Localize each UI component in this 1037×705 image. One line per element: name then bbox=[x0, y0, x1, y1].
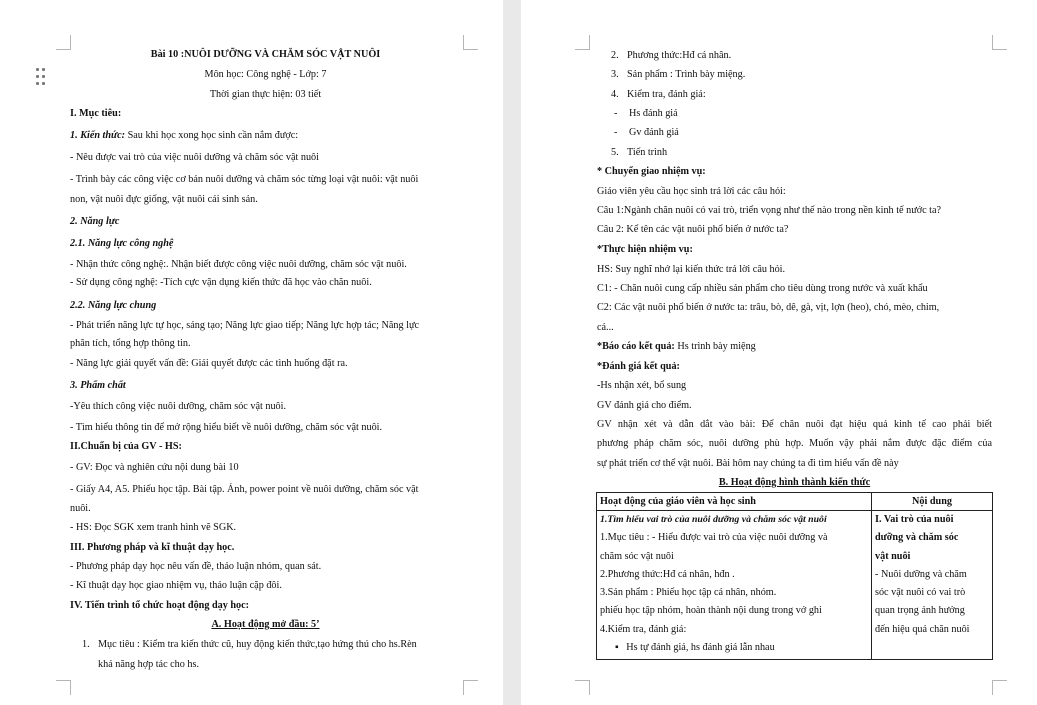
cell-line: đến hiệu quả chăn nuôi bbox=[875, 623, 970, 635]
text-line: HS: Suy nghĩ nhớ lại kiến thức trả lời câu hỏi. bbox=[597, 264, 786, 275]
heading-methods: III. Phương pháp và kĩ thuật dạy học. bbox=[70, 542, 235, 553]
table-cell-activity bbox=[597, 511, 872, 660]
text-line: Câu 1:Ngành chăn nuôi có vai trò, triển vọng như thế nào trong nền kinh tế nước ta? bbox=[597, 205, 942, 216]
list-number: 5. bbox=[611, 147, 619, 158]
text-line: - Tìm hiểu thông tin để mở rộng hiểu biết về nuôi dưỡng, chăm sóc vật nuôi. bbox=[70, 422, 383, 433]
text-line: C1: - Chăn nuôi cung cấp nhiều sản phẩm cho tiêu dùng trong nước và xuất khẩu bbox=[597, 283, 928, 294]
table-header-cell: Hoạt động của giáo viên và học sinh bbox=[597, 493, 872, 511]
heading-preparation: II.Chuẩn bị của GV - HS: bbox=[70, 441, 182, 452]
text-line: - Nêu được vai trò của việc nuôi dưỡng và chăm sóc vật nuôi bbox=[70, 152, 319, 163]
heading-task-assignment: * Chuyển giao nhiệm vụ: bbox=[597, 166, 706, 177]
margin-corner-mark bbox=[575, 680, 590, 695]
text-line: GV nhận xét và dẫn dắt vào bài: Để chăn nuôi đạt hiệu quả kinh tế cao phải biết bbox=[597, 419, 992, 430]
list-dash: - bbox=[614, 108, 618, 119]
text-line: Mục tiêu : Kiểm tra kiến thức cũ, huy động kiến thức,tạo hứng thú cho hs.Rèn bbox=[98, 639, 417, 650]
cell-line: chăm sóc vật nuôi bbox=[600, 550, 674, 562]
knowledge-line bbox=[70, 129, 298, 142]
page-gap bbox=[503, 0, 521, 705]
heading-general-competence: 2.2. Năng lực chung bbox=[70, 300, 157, 311]
text-line: phân tích, tổng hợp thông tin. bbox=[70, 338, 191, 349]
margin-corner-mark bbox=[463, 680, 478, 695]
cell-line: 2.Phương thức:Hđ cá nhân, hđn . bbox=[600, 568, 735, 580]
cell-line: 3.Sản phẩm : Phiếu học tập cá nhân, nhóm. bbox=[600, 587, 777, 599]
cell-line: 4.Kiểm tra, đánh giá: bbox=[600, 623, 687, 635]
text-line: phương pháp chăm sóc, nuôi dưỡng phù hợp. Muốn vậy phải nắm được đặc điểm của bbox=[597, 438, 992, 449]
list-number: 1. bbox=[82, 639, 90, 650]
text-line: GV đánh giá cho điểm. bbox=[597, 400, 692, 411]
text-line: - Phát triển năng lực tự học, sáng tạo; Năng lực giao tiếp; Năng lực hợp tác; Năng lực bbox=[70, 320, 419, 331]
cell-line: phiếu học tập nhóm, hoàn thành nội dung trong vở ghi bbox=[600, 605, 822, 617]
text-line: C2: Các vật nuôi phổ biến ở nước ta: trâu, bò, dê, gà, vịt, lợn (heo), chó, mèo, chim, bbox=[597, 302, 940, 313]
drag-handle-icon[interactable] bbox=[36, 68, 46, 86]
table-row bbox=[597, 511, 993, 660]
knowledge-label: 1. Kiến thức: bbox=[70, 130, 126, 141]
text-line: Giáo viên yêu cầu học sinh trả lời các câu hỏi: bbox=[597, 186, 786, 197]
list-item: Kiểm tra, đánh giá: bbox=[627, 89, 706, 100]
lesson-title: Bài 10 :NUÔI DƯỠNG VÀ CHĂM SÓC VẬT NUÔI bbox=[150, 49, 381, 60]
bullet-icon: ▪ bbox=[615, 642, 619, 654]
cell-line: - Nuôi dưỡng và chăm bbox=[875, 568, 967, 580]
cell-text: Hs tự đánh giá, hs đánh giá lẫn nhau bbox=[626, 642, 775, 654]
activity-b-heading: B. Hoạt động hình thành kiến thức bbox=[718, 477, 871, 488]
text-line: - Phương pháp dạy học nêu vấn đề, thảo luận nhóm, quan sát. bbox=[70, 561, 322, 572]
cell-line: dưỡng và chăm sóc bbox=[875, 532, 959, 544]
margin-corner-mark bbox=[575, 35, 590, 50]
text-line: non, vật nuôi đực giống, vật nuôi cái sinh sản. bbox=[70, 194, 258, 205]
text-line: - GV: Đọc và nghiên cứu nội dung bài 10 bbox=[70, 462, 239, 473]
report-label: *Báo cáo kết quả: bbox=[597, 341, 675, 352]
list-item: Hs đánh giá bbox=[629, 108, 678, 119]
table-header-cell: Nội dung bbox=[872, 493, 993, 511]
text-line: -Yêu thích công việc nuôi dưỡng, chăm sóc vật nuôi. bbox=[70, 401, 287, 412]
activity-table bbox=[596, 492, 993, 660]
margin-corner-mark bbox=[992, 680, 1007, 695]
text-line: sự phát triển cơ thể vật nuôi. Bài hôm nay chúng ta đi tìm hiểu vấn đề này bbox=[597, 458, 899, 469]
text-line: cá... bbox=[597, 322, 614, 333]
list-dash: - bbox=[614, 127, 618, 138]
text-line: - Trình bày các công việc cơ bản nuôi dưỡng và chăm sóc từng loại vật nuôi: vật nuôi bbox=[70, 174, 419, 185]
cell-line: sóc vật nuôi có vai trò bbox=[875, 587, 966, 599]
margin-corner-mark bbox=[992, 35, 1007, 50]
margin-corner-mark bbox=[56, 35, 71, 50]
list-item: Tiến trình bbox=[627, 147, 668, 158]
cell-line: quan trọng ảnh hưởng bbox=[875, 605, 965, 617]
text-line: - Giấy A4, A5. Phiếu học tập. Bài tập. Ảnh, power point về nuôi dưỡng, chăm sóc vật bbox=[70, 484, 419, 495]
heading-qualities: 3. Phẩm chất bbox=[70, 380, 126, 391]
text-line: khả năng hợp tác cho hs. bbox=[98, 659, 200, 670]
table-cell-content bbox=[872, 511, 993, 660]
text-line: -Hs nhận xét, bổ sung bbox=[597, 380, 687, 391]
heading-evaluation: *Đánh giá kết quả: bbox=[597, 361, 680, 372]
subject-line: Môn học: Công nghệ - Lớp: 7 bbox=[204, 69, 327, 80]
activity-a-heading: A. Hoạt động mở đầu: 5’ bbox=[211, 619, 320, 630]
cell-bullet-line bbox=[600, 641, 868, 654]
cell-line: 1.Tìm hiểu vai trò của nuôi dưỡng và chăm sóc vật nuôi bbox=[600, 514, 827, 525]
cell-line: I. Vai trò của nuôi bbox=[875, 514, 954, 525]
heading-competence: 2. Năng lực bbox=[70, 216, 120, 227]
table-header-row bbox=[597, 493, 993, 511]
text-line: - Nhận thức công nghệ:. Nhận biết được công việc nuôi dưỡng, chăm sóc vật nuôi. bbox=[70, 259, 407, 270]
knowledge-text: Sau khi học xong học sinh cần nắm được: bbox=[125, 130, 299, 141]
margin-corner-mark bbox=[463, 35, 478, 50]
duration-line: Thời gian thực hiện: 03 tiết bbox=[209, 89, 322, 100]
list-item: Sản phẩm : Trình bày miệng. bbox=[627, 69, 746, 80]
report-text: Hs trình bày miệng bbox=[674, 341, 756, 352]
text-line: - Năng lực giải quyết vấn đề: Giải quyết được các tình huống đặt ra. bbox=[70, 358, 348, 369]
text-line: - Kĩ thuật dạy học giao nhiệm vụ, thảo luận cặp đôi. bbox=[70, 580, 282, 591]
list-number: 3. bbox=[611, 69, 619, 80]
report-line bbox=[597, 340, 756, 353]
heading-procedure: IV. Tiến trình tổ chức hoạt động dạy học: bbox=[70, 600, 250, 611]
list-number: 4. bbox=[611, 89, 619, 100]
heading-task-execution: *Thực hiện nhiệm vụ: bbox=[597, 244, 693, 255]
list-item: Phương thức:Hđ cá nhân. bbox=[627, 50, 732, 61]
text-line: - HS: Đọc SGK xem tranh hình vẽ SGK. bbox=[70, 522, 237, 533]
margin-corner-mark bbox=[56, 680, 71, 695]
text-line: Câu 2: Kể tên các vật nuôi phổ biến ở nước ta? bbox=[597, 224, 789, 235]
text-line: - Sử dụng công nghệ: -Tích cực vận dụng kiến thức đã học vào chăn nuôi. bbox=[70, 277, 372, 288]
heading-tech-competence: 2.1. Năng lực công nghệ bbox=[70, 238, 174, 249]
heading-objectives: I. Mục tiêu: bbox=[70, 108, 122, 119]
text-line: nuôi. bbox=[70, 503, 91, 514]
cell-line: vật nuôi bbox=[875, 550, 911, 562]
list-item: Gv đánh giá bbox=[629, 127, 679, 138]
list-number: 2. bbox=[611, 50, 619, 61]
cell-line: 1.Mục tiêu : - Hiểu được vai trò của việc nuôi dưỡng và bbox=[600, 532, 828, 544]
